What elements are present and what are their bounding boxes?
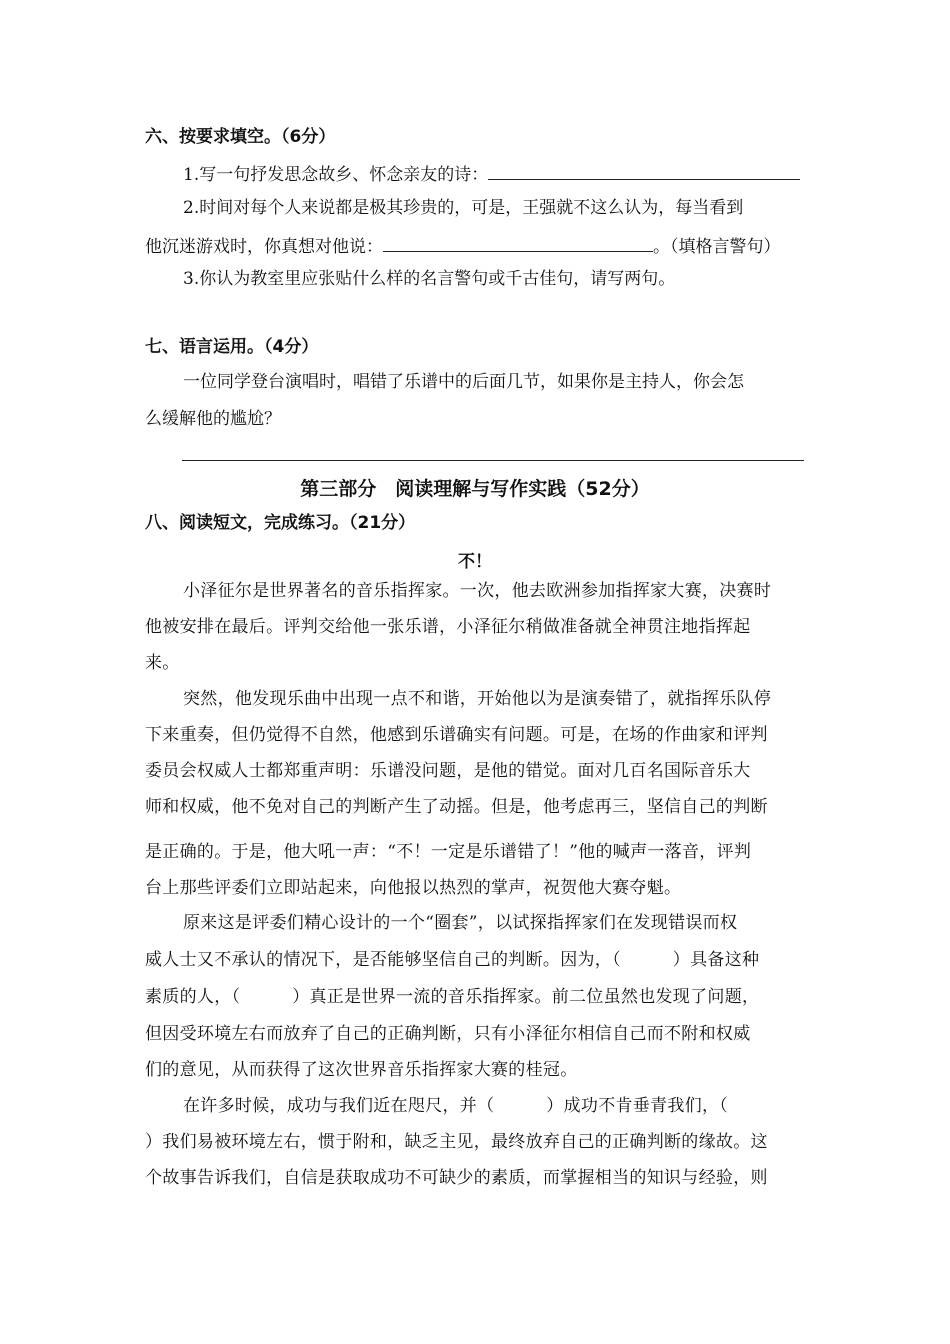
section-7-title: 七、语言运用。（4分） [145,337,319,357]
answer-blank-6-1[interactable] [488,161,800,180]
question-6-2-line1: 2.时间对每个人来说都是极其珍贵的，可是，王强就不这么认为，每当看到 [183,198,744,218]
story-line: 是正确的。于是，他大吼一声：“不！一定是乐谱错了！”他的喊声一落音，评判 [145,842,752,862]
question-6-3: 3.你认为教室里应张贴什么样的名言警句或千古佳句，请写两句。 [183,269,676,289]
story-line: 委员会权威人士都郑重声明：乐谱没问题，是他的错觉。面对几百名国际音乐大 [145,761,751,781]
story-line: 素质的人，（ ）真正是世界一流的音乐指挥家。前二位虽然也发现了问题， [145,987,760,1007]
story-line: 原来这是评委们精心设计的一个“圈套”，以试探指挥家们在发现错误而权 [183,913,738,933]
section-7-line1: 一位同学登台演唱时，唱错了乐谱中的后面几节，如果你是主持人，你会怎 [183,372,744,392]
story-line: 但因受环境左右而放弃了自己的正确判断，只有小泽征尔相信自己而不附和权威 [145,1024,751,1044]
part-3-title: 第三部分 阅读理解与写作实践（52分） [300,478,650,500]
story-line: ）我们易被环境左右，惯于附和，缺乏主见，最终放弃自己的正确判断的缘故。这 [145,1132,768,1152]
story-line: 来。 [145,653,180,673]
story-line: 们的意见，从而获得了这次世界音乐指挥家大赛的桂冠。 [145,1060,578,1080]
question-6-2-line2 [145,233,781,258]
section-divider [182,460,804,461]
story-line: 下来重奏，但仍觉得不自然，他感到乐谱确实有问题。可是，在场的作曲家和评判 [145,725,768,745]
question-6-2-suffix: 。（填格言警句） [653,237,781,257]
story-line: 个故事告诉我们，自信是获取成功不可缺少的素质，而掌握相当的知识与经验，则 [145,1168,768,1188]
story-line: 威人士又不承认的情况下，是否能够坚信自己的判断。因为，（ ）具备这种 [145,950,760,970]
section-7-line2: 么缓解他的尴尬？ [145,409,281,429]
story-line: 在许多时候，成功与我们近在咫尺，并（ ）成功不肯垂青我们，（ [183,1096,729,1116]
story-line: 小泽征尔是世界著名的音乐指挥家。一次，他去欧洲参加指挥家大赛，决赛时 [183,581,772,601]
question-6-1 [183,161,800,186]
section-8-title: 八、阅读短文，完成练习。（21分） [145,513,416,533]
section-6-title: 六、按要求填空。（6分） [145,127,336,147]
story-line: 他被安排在最后。评判交给他一张乐谱，小泽征尔稍做准备就全神贯注地指挥起 [145,617,751,637]
story-line: 突然，他发现乐曲中出现一点不和谐，开始他以为是演奏错了，就指挥乐队停 [183,689,772,709]
question-6-2-text: 他沉迷游戏时，你真想对他说： [145,237,383,257]
story-line: 台上那些评委们立即站起来，向他报以热烈的掌声，祝贺他大赛夺魁。 [145,878,682,898]
story-line: 师和权威，他不免对自己的判断产生了动摇。但是，他考虑再三，坚信自己的判断 [145,797,768,817]
story-title: 不！ [458,552,492,572]
answer-blank-6-2[interactable] [383,233,653,252]
question-6-1-text: 1.写一句抒发思念故乡、怀念亲友的诗： [183,165,489,185]
